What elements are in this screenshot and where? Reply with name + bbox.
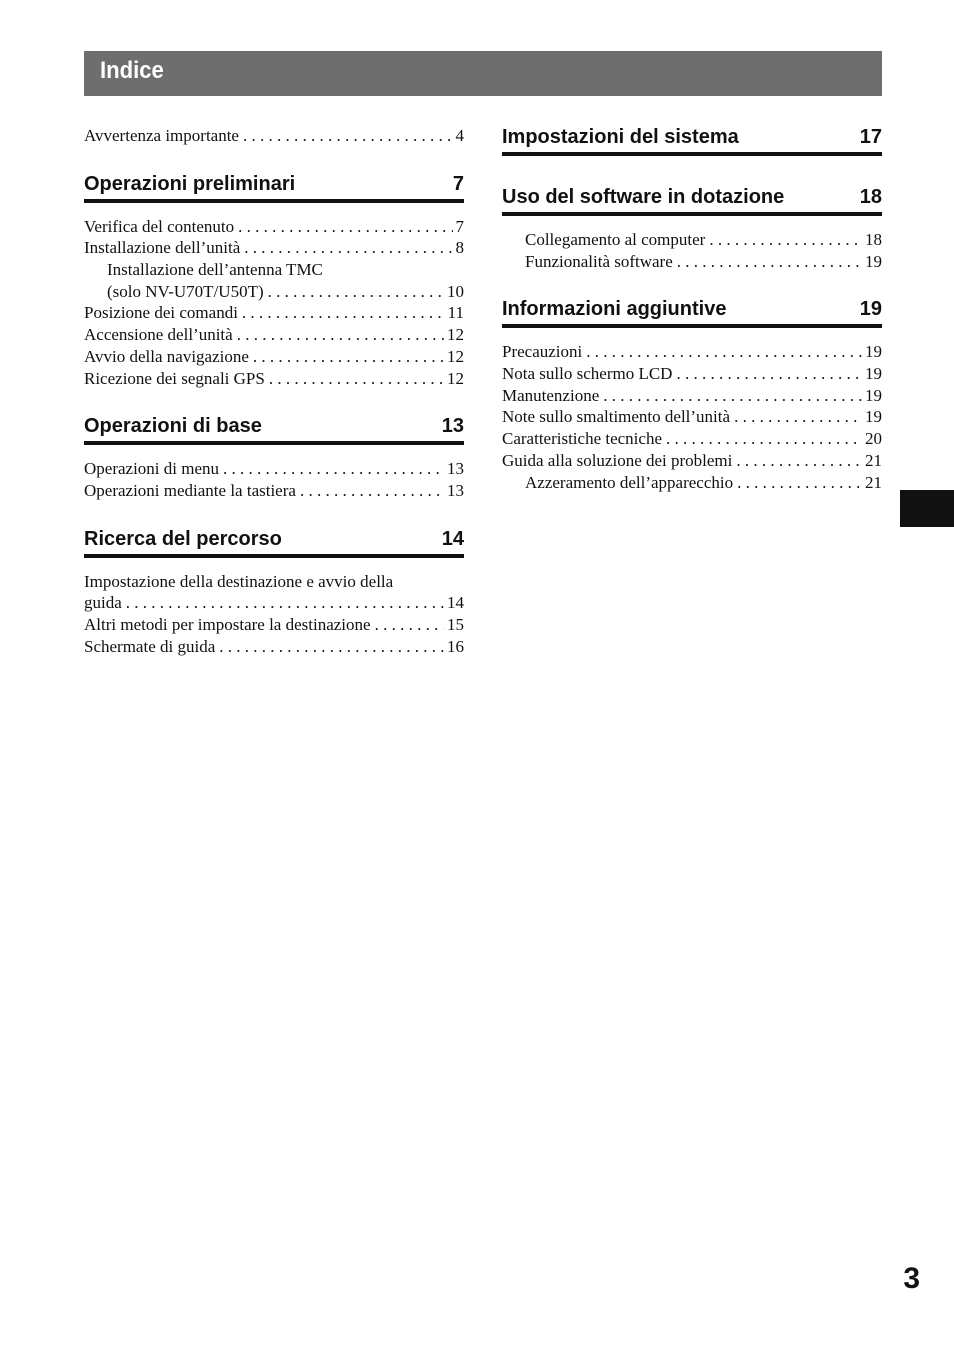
toc-entry-line2[interactable]: (solo NV-U70T/U50T) . . . 10 <box>84 281 464 303</box>
toc-entry[interactable]: Azzeramento dell’apparecchio . . . 21 <box>502 472 882 494</box>
toc-entry-line1[interactable]: Installazione dell’antenna TMC <box>107 260 323 280</box>
toc-entry[interactable]: Avvertenza importante . . . 4 <box>84 125 464 147</box>
toc-entry[interactable]: Funzionalità software . . . 19 <box>502 251 882 273</box>
toc-entry[interactable]: Operazioni di menu . . . 13 <box>84 458 464 480</box>
toc-entry[interactable]: Caratteristiche tecniche . . . 20 <box>502 428 882 450</box>
section-heading[interactable]: Operazioni di base 13 <box>84 414 464 445</box>
toc-entry[interactable]: Altri metodi per impostare la destinazione . . . 15 <box>84 614 464 636</box>
toc-entry[interactable]: Note sullo smaltimento dell’unità . . . 19 <box>502 406 882 428</box>
section-heading[interactable]: Informazioni aggiuntive 19 <box>502 297 882 328</box>
toc-entry[interactable]: Accensione dell’unità . . . 12 <box>84 324 464 346</box>
toc-entry[interactable]: Collegamento al computer . . . 18 <box>502 229 882 251</box>
toc-entry[interactable]: Avvio della navigazione . . . 12 <box>84 346 464 368</box>
toc-left-column <box>84 125 464 657</box>
page-title: Indice <box>100 57 164 84</box>
toc-entry[interactable]: Operazioni mediante la tastiera . . . 13 <box>84 480 464 502</box>
toc-entry-line2[interactable]: guida . . . 14 <box>84 592 464 614</box>
toc-entry[interactable]: Installazione dell’unità . . . 8 <box>84 237 464 259</box>
page-number: 3 <box>903 1262 920 1295</box>
toc-entry[interactable]: Precauzioni . . . 19 <box>502 341 882 363</box>
toc-entry[interactable]: Verifica del contenuto . . . 7 <box>84 216 464 238</box>
toc-right-column <box>502 125 882 493</box>
toc-entry-line1[interactable]: Impostazione della destinazione e avvio della <box>84 571 394 591</box>
toc-entry[interactable]: Manutenzione . . . 19 <box>502 385 882 407</box>
toc-entry[interactable]: Ricezione dei segnali GPS . . . 12 <box>84 368 464 390</box>
section-heading[interactable]: Ricerca del percorso 14 <box>84 527 464 558</box>
section-heading[interactable]: Operazioni preliminari 7 <box>84 172 464 203</box>
toc-entry[interactable]: Nota sullo schermo LCD . . . 19 <box>502 363 882 385</box>
toc-entry[interactable]: Guida alla soluzione dei problemi . . . 21 <box>502 450 882 472</box>
toc-entry[interactable]: Schermate di guida . . . 16 <box>84 636 464 658</box>
section-heading[interactable]: Impostazioni del sistema 17 <box>502 125 882 156</box>
title-bar <box>84 51 882 96</box>
language-side-tab <box>900 490 954 527</box>
section-heading[interactable]: Uso del software in dotazione 18 <box>502 185 882 216</box>
toc-entry[interactable]: Posizione dei comandi . . . 11 <box>84 302 464 324</box>
